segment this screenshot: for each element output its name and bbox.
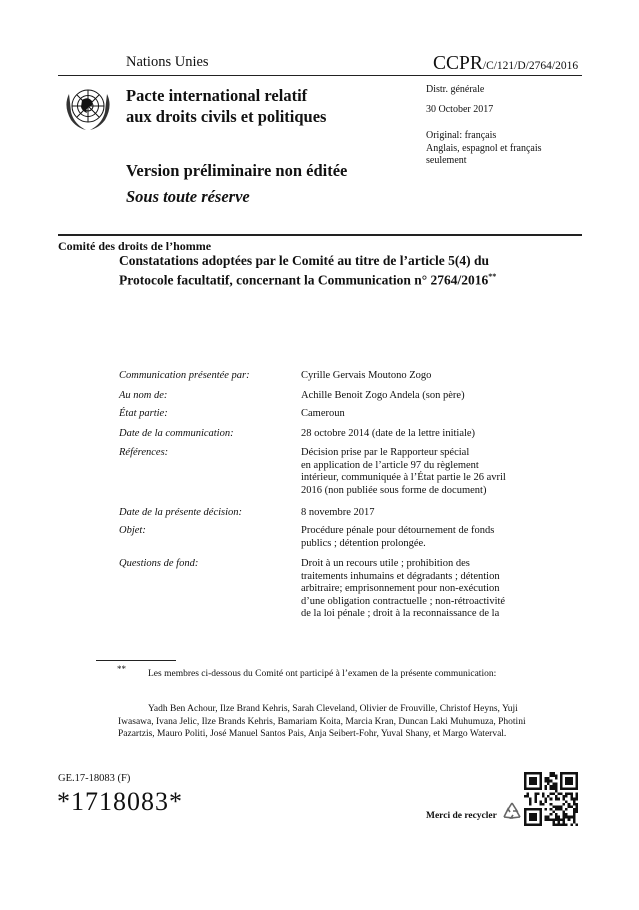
header-rule (58, 75, 582, 76)
detail-label: Date de la présente décision: (119, 507, 243, 518)
detail-value-line: Décision prise par le Rapporteur spécial (301, 447, 470, 458)
detail-value (301, 558, 536, 621)
un-emblem-icon (60, 82, 116, 134)
covenant-line-1: Pacte international relatif (126, 86, 308, 105)
detail-value-line: 28 octobre 2014 (date de la lettre initiale) (301, 428, 476, 439)
footnote-text: Les membres ci-dessous du Comité ont participé à l’examen de la présente communication: (148, 669, 497, 679)
detail-value-line: intérieur, communiquée à l’État partie le 26 avril (301, 472, 506, 483)
org-name: Nations Unies (126, 54, 209, 70)
languages-line-1: Anglais, espagnol et français (426, 143, 542, 154)
version-subtitle: Sous toute réserve (126, 187, 250, 206)
detail-value (301, 370, 536, 383)
footnote-rule (96, 660, 176, 661)
document-symbol (433, 53, 578, 75)
detail-label: Communication présentée par: (119, 370, 250, 381)
detail-value-line: arbitraire; emprisonnement pour non-exécution (301, 583, 500, 594)
symbol-sub: /C/121/D/2764/2016 (482, 60, 579, 72)
qr-code-icon (524, 772, 578, 826)
document-heading (119, 253, 559, 289)
footnote-mark: ** (117, 664, 126, 674)
detail-value-line: publics ; détention prolongée. (301, 537, 426, 549)
footnote-reference[interactable]: ** (488, 272, 497, 281)
covenant-line-2: aux droits civils et politiques (126, 107, 327, 126)
recycle-icon (500, 800, 524, 824)
languages-line-2: seulement (426, 155, 467, 166)
original-language: Original: français (426, 130, 497, 141)
detail-value (301, 408, 536, 421)
detail-value-line: Droit à un recours utile ; prohibition des (301, 558, 470, 569)
detail-label: Au nom de: (119, 390, 168, 401)
detail-label: Questions de fond: (119, 558, 199, 569)
covenant-title (126, 85, 416, 127)
detail-value-line: Cameroun (301, 408, 345, 419)
detail-label: Date de la communication: (119, 428, 234, 439)
detail-value (301, 447, 536, 497)
detail-value-line: Procédure pénale pour détournement de fonds (301, 525, 495, 536)
footnote-members: Yadh Ben Achour, Ilze Brand Kehris, Sarah Cleveland, Olivier de Frouville, Christof Heyns, Yuji Iwasawa, Ivana Jelic, Ilze Brands Kehris, Bamariam Koita, Marcia Kran, Duncan Laki Muhumuza, Photini Pazartzis, Mauro Politi, José Manuel Santos Pais, Anja Seibert-Fohr, Yuval Shany, et Margo Waterval. (118, 704, 526, 739)
detail-value-line: traitements inhumains et dégradants ; détention (301, 570, 500, 582)
detail-label: Objet: (119, 525, 146, 536)
detail-label: Références: (119, 447, 169, 458)
detail-value (301, 390, 536, 403)
barcode-number: *1718083* (57, 787, 183, 816)
document-number: GE.17-18083 (F) (58, 773, 131, 784)
version-title: Version préliminaire non éditée (126, 161, 348, 180)
detail-value (301, 525, 536, 550)
detail-value-line: Achille Benoit Zogo Andela (son père) (301, 390, 465, 401)
section-rule (58, 234, 582, 236)
detail-value-line: en application de l’article 97 du règlement (301, 459, 479, 471)
committee-name: Comité des droits de l’homme (58, 239, 212, 253)
detail-value-line: 2016 (non publiée sous forme de document) (301, 484, 487, 496)
detail-value-line: de la loi pénale ; droit à la reconnaissance de la (301, 608, 500, 619)
recycle-label: Merci de recycler (426, 811, 497, 821)
symbol-main: CCPR (433, 53, 483, 74)
detail-value (301, 428, 536, 441)
release-date: 30 October 2017 (426, 104, 494, 115)
distribution: Distr. générale (426, 84, 485, 95)
heading-line-2: Protocole facultatif, concernant la Communication n° 2764/2016 (119, 272, 489, 288)
detail-value-line: d’une obligation contractuelle ; non-rétroactivité (301, 595, 506, 607)
detail-label: État partie: (119, 408, 168, 419)
detail-value-line: Cyrille Gervais Moutono Zogo (301, 370, 432, 381)
detail-value-line: 8 novembre 2017 (301, 507, 375, 518)
heading-line-1: Constatations adoptées par le Comité au titre de l’article 5(4) du (119, 253, 489, 268)
detail-value (301, 507, 536, 520)
